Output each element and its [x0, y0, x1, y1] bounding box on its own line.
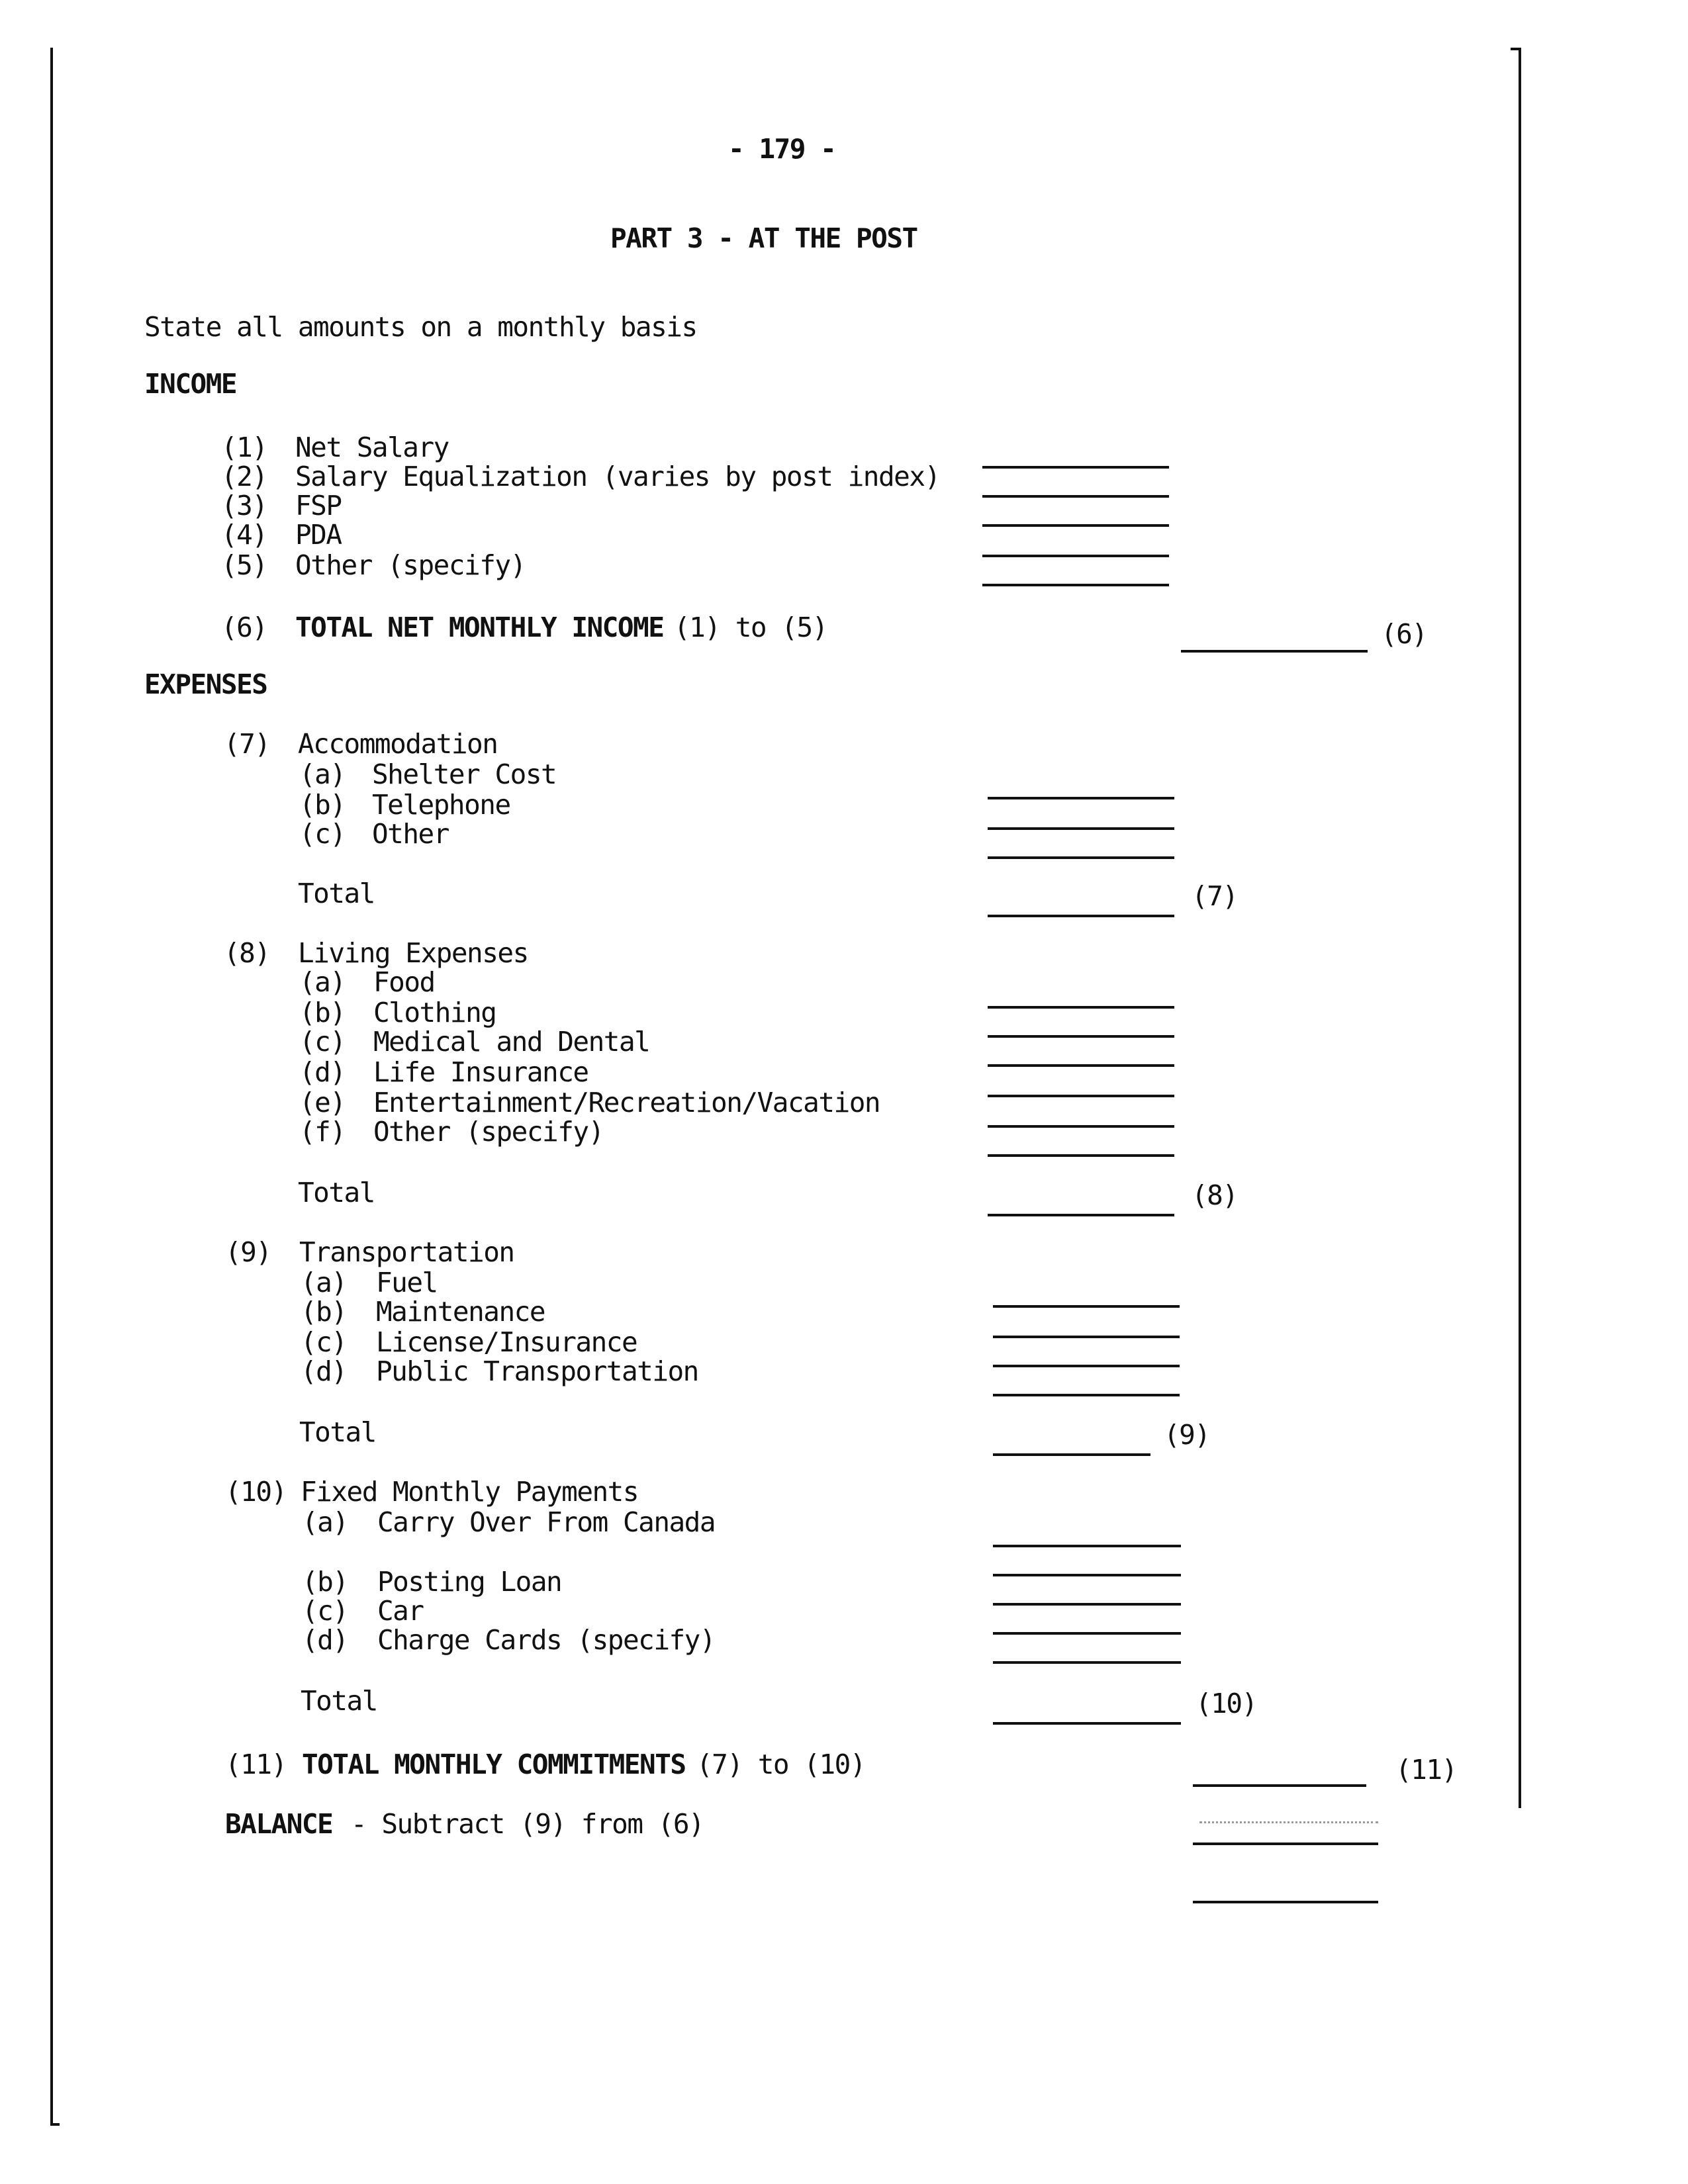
expense-8d-blank[interactable] [988, 1095, 1174, 1097]
income-num-1: (1) [221, 432, 267, 463]
expense-10e-blank[interactable] [993, 1661, 1181, 1664]
expense-8c-letter: (c) [299, 1026, 346, 1058]
expense-title-living: Living Expenses [298, 937, 528, 969]
income-blank-1[interactable] [982, 466, 1169, 469]
expense-8f-blank[interactable] [988, 1154, 1174, 1157]
expense-8a-label: Food [373, 966, 435, 998]
expense-10c-label: Car [377, 1595, 424, 1627]
expense-8d-letter: (d) [299, 1056, 346, 1088]
expense-9c-blank[interactable] [993, 1365, 1180, 1367]
expense-10d-label: Charge Cards (specify) [377, 1624, 716, 1656]
expense-10c-blank[interactable] [993, 1603, 1181, 1606]
expense-8-total-ref: (8) [1192, 1179, 1238, 1211]
commitments-label: TOTAL MONTHLY COMMITMENTS [302, 1749, 686, 1780]
income-label-pda: PDA [295, 519, 342, 551]
income-label-salary-equalization: Salary Equalization (varies by post index) [295, 461, 940, 492]
income-total-num: (6) [221, 612, 267, 643]
expense-9a-letter: (a) [301, 1267, 347, 1298]
income-total-label: TOTAL NET MONTHLY INCOME [295, 612, 664, 643]
expense-8d-label: Life Insurance [373, 1056, 588, 1088]
expense-8b-letter: (b) [299, 997, 346, 1028]
commitments-num: (11) [225, 1749, 287, 1780]
expense-8f-letter: (f) [299, 1116, 346, 1148]
expense-9c-label: License/Insurance [376, 1326, 637, 1358]
expense-num-7: (7) [224, 728, 270, 760]
balance-blank[interactable] [1193, 1843, 1378, 1845]
expense-8-total-blank[interactable] [988, 1214, 1174, 1216]
expense-7a-label: Shelter Cost [372, 758, 557, 790]
expense-10d-blank[interactable] [993, 1632, 1181, 1635]
expense-10a-letter: (a) [302, 1506, 348, 1538]
instruction-text: State all amounts on a monthly basis [144, 311, 697, 343]
expense-7c-blank[interactable] [988, 856, 1174, 859]
expense-10b-letter: (b) [302, 1566, 348, 1598]
income-total-ref: (6) [1381, 618, 1427, 650]
expense-9b-letter: (b) [301, 1296, 347, 1328]
income-num-2: (2) [221, 461, 267, 492]
expense-7b-letter: (b) [299, 789, 346, 821]
expense-7a-letter: (a) [299, 758, 346, 790]
expense-9b-label: Maintenance [376, 1296, 545, 1328]
expense-9-total-label: Total [299, 1416, 376, 1448]
right-margin-head [1511, 48, 1521, 50]
expense-8e-letter: (e) [299, 1087, 346, 1118]
income-blank-3[interactable] [982, 524, 1169, 527]
income-num-4: (4) [221, 519, 267, 551]
expense-8-total-label: Total [298, 1177, 375, 1208]
income-label-net-salary: Net Salary [295, 432, 449, 463]
commitments-blank[interactable] [1193, 1784, 1366, 1787]
expense-title-transportation: Transportation [299, 1236, 514, 1268]
expense-8b-label: Clothing [373, 997, 496, 1028]
expense-8c-blank[interactable] [988, 1064, 1174, 1067]
expense-title-fixed-payments: Fixed Monthly Payments [301, 1476, 639, 1508]
income-blank-2[interactable] [982, 495, 1169, 498]
right-margin-line [1519, 48, 1521, 1808]
expense-10a-blank[interactable] [993, 1545, 1181, 1547]
expense-10c-letter: (c) [302, 1595, 348, 1627]
expense-num-8: (8) [224, 937, 270, 969]
expense-9b-blank[interactable] [993, 1336, 1180, 1338]
expense-8f-label: Other (specify) [373, 1116, 604, 1148]
expense-9c-letter: (c) [301, 1326, 347, 1358]
expense-9-total-blank[interactable] [993, 1453, 1150, 1456]
part-title: PART 3 - AT THE POST [610, 222, 917, 254]
left-margin-foot [50, 2123, 60, 2126]
expense-9a-label: Fuel [376, 1267, 438, 1298]
balance-dotted-guide [1199, 1821, 1378, 1823]
expense-7-total-ref: (7) [1192, 880, 1238, 912]
balance-result-blank[interactable] [1193, 1901, 1378, 1903]
income-label-fsp: FSP [295, 490, 342, 522]
expense-8b-blank[interactable] [988, 1035, 1174, 1038]
income-total-range: (1) to (5) [674, 612, 827, 643]
expense-8c-label: Medical and Dental [373, 1026, 650, 1058]
expense-8e-blank[interactable] [988, 1125, 1174, 1128]
expense-9d-blank[interactable] [993, 1394, 1180, 1396]
expense-10-total-blank[interactable] [993, 1722, 1181, 1725]
expense-8a-blank[interactable] [988, 1006, 1174, 1009]
expense-7-total-label: Total [298, 878, 375, 909]
expense-8e-label: Entertainment/Recreation/Vacation [373, 1087, 880, 1118]
expense-7c-label: Other [372, 818, 449, 850]
expense-10d-letter: (d) [302, 1624, 348, 1656]
expense-num-9: (9) [225, 1236, 271, 1268]
expense-9-total-ref: (9) [1164, 1419, 1210, 1451]
balance-label: BALANCE [225, 1808, 333, 1840]
expenses-heading: EXPENSES [144, 668, 267, 700]
expense-10b-blank[interactable] [993, 1574, 1181, 1576]
expense-8a-letter: (a) [299, 966, 346, 998]
expense-title-accommodation: Accommodation [298, 728, 498, 760]
expense-num-10: (10) [225, 1476, 287, 1508]
expense-10a-label: Carry Over From Canada [377, 1506, 716, 1538]
income-label-other: Other (specify) [295, 549, 526, 581]
balance-text: - Subtract (9) from (6) [351, 1808, 704, 1840]
income-heading: INCOME [144, 368, 237, 400]
expense-9d-label: Public Transportation [376, 1355, 698, 1387]
expense-9a-blank[interactable] [993, 1305, 1180, 1308]
income-total-blank[interactable] [1181, 650, 1368, 653]
expense-10b-label: Posting Loan [377, 1566, 562, 1598]
income-blank-4[interactable] [982, 555, 1169, 557]
expense-10-total-label: Total [301, 1685, 377, 1717]
expense-9d-letter: (d) [301, 1355, 347, 1387]
commitments-ref: (11) [1395, 1754, 1457, 1786]
income-num-5: (5) [221, 549, 267, 581]
left-margin-line [50, 48, 53, 2126]
expense-7c-letter: (c) [299, 818, 346, 850]
income-blank-5[interactable] [982, 584, 1169, 586]
expense-7a-blank[interactable] [988, 797, 1174, 799]
expense-10-total-ref: (10) [1196, 1688, 1257, 1719]
expense-7b-label: Telephone [372, 789, 510, 821]
income-num-3: (3) [221, 490, 267, 522]
page-number: - 179 - [728, 133, 836, 165]
expense-7b-blank[interactable] [988, 827, 1174, 830]
expense-7-total-blank[interactable] [988, 915, 1174, 917]
commitments-range: (7) to (10) [696, 1749, 866, 1780]
